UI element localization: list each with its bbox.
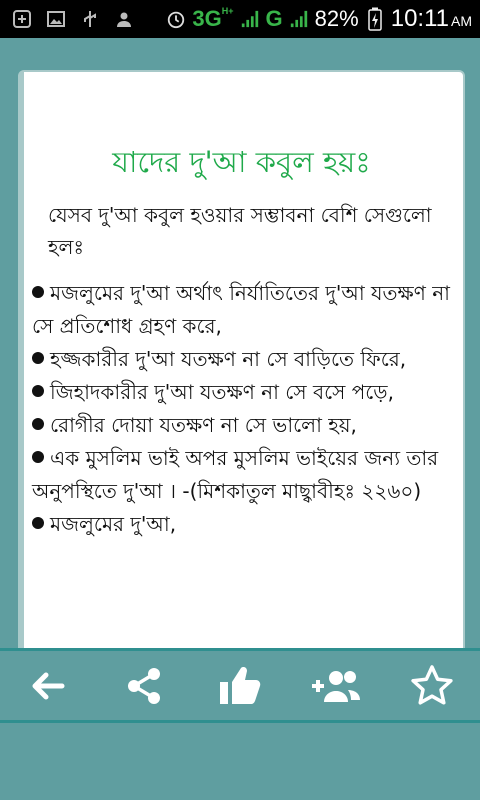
share-button[interactable] bbox=[116, 658, 172, 714]
bullet-icon bbox=[32, 385, 44, 397]
notification-add-icon bbox=[12, 9, 32, 29]
bottom-toolbar bbox=[0, 648, 480, 723]
bottom-background bbox=[0, 723, 480, 800]
thumb-up-icon bbox=[216, 662, 264, 710]
star-icon bbox=[409, 663, 455, 709]
usb-icon bbox=[80, 9, 100, 29]
list-item: রোগীর দোয়া যতক্ষণ না সে ভালো হয়, bbox=[32, 409, 452, 442]
bullet-icon bbox=[32, 517, 44, 529]
list-item: হজ্জকারীর দু'আ যতক্ষণ না সে বাড়িতে ফিরে, bbox=[32, 343, 452, 376]
bullet-icon bbox=[32, 352, 44, 364]
clock: 10:11 AM bbox=[390, 5, 472, 32]
list-item: মজলুমের দু'আ, bbox=[32, 508, 452, 541]
status-bar bbox=[0, 0, 480, 38]
list-item: মজলুমের দু'আ অর্থাৎ নির্যাতিতের দু'আ যতক্ষণ না সে প্রতিশোধ গ্রহণ করে, bbox=[32, 281, 450, 338]
app-header-strip bbox=[0, 38, 480, 67]
article-intro: যেসব দু'আ কবুল হওয়ার সম্ভাবনা বেশি সেগুলো হলঃ bbox=[48, 203, 432, 259]
list-item: জিহাদকারীর দু'আ যতক্ষণ না সে বসে পড়ে, bbox=[32, 376, 452, 409]
bullet-icon bbox=[32, 418, 44, 430]
bullet-icon bbox=[32, 286, 44, 298]
battery-percent: 82% bbox=[314, 6, 359, 31]
back-arrow-icon bbox=[26, 664, 70, 708]
signal-icon bbox=[240, 9, 260, 29]
article-title: যাদের দু'আ কবুল হয়ঃ bbox=[112, 145, 371, 179]
bullet-icon bbox=[32, 451, 44, 463]
signal-icon-2 bbox=[289, 9, 309, 29]
article-body bbox=[32, 277, 452, 541]
add-friend-icon bbox=[308, 664, 364, 708]
network-g-label: G bbox=[265, 6, 283, 31]
battery-charging-icon bbox=[365, 9, 385, 29]
alarm-icon bbox=[166, 9, 186, 29]
person-icon bbox=[114, 9, 134, 29]
article-card[interactable] bbox=[18, 70, 465, 660]
card-left-rule bbox=[20, 72, 24, 652]
add-friend-button[interactable] bbox=[308, 658, 364, 714]
image-icon bbox=[46, 9, 66, 29]
share-icon bbox=[122, 664, 166, 708]
back-button[interactable] bbox=[20, 658, 76, 714]
list-item: এক মুসলিম ভাই অপর মুসলিম ভাইয়ের জন্য তার অনুপস্থিতে দু'আ । -(মিশকাতুল মাছ্বাবীহঃ ২২৬০) bbox=[32, 446, 439, 503]
network-3g-label: $3G^{H+}$ bbox=[192, 6, 234, 31]
like-button[interactable] bbox=[212, 658, 268, 714]
favorite-button[interactable] bbox=[404, 658, 460, 714]
